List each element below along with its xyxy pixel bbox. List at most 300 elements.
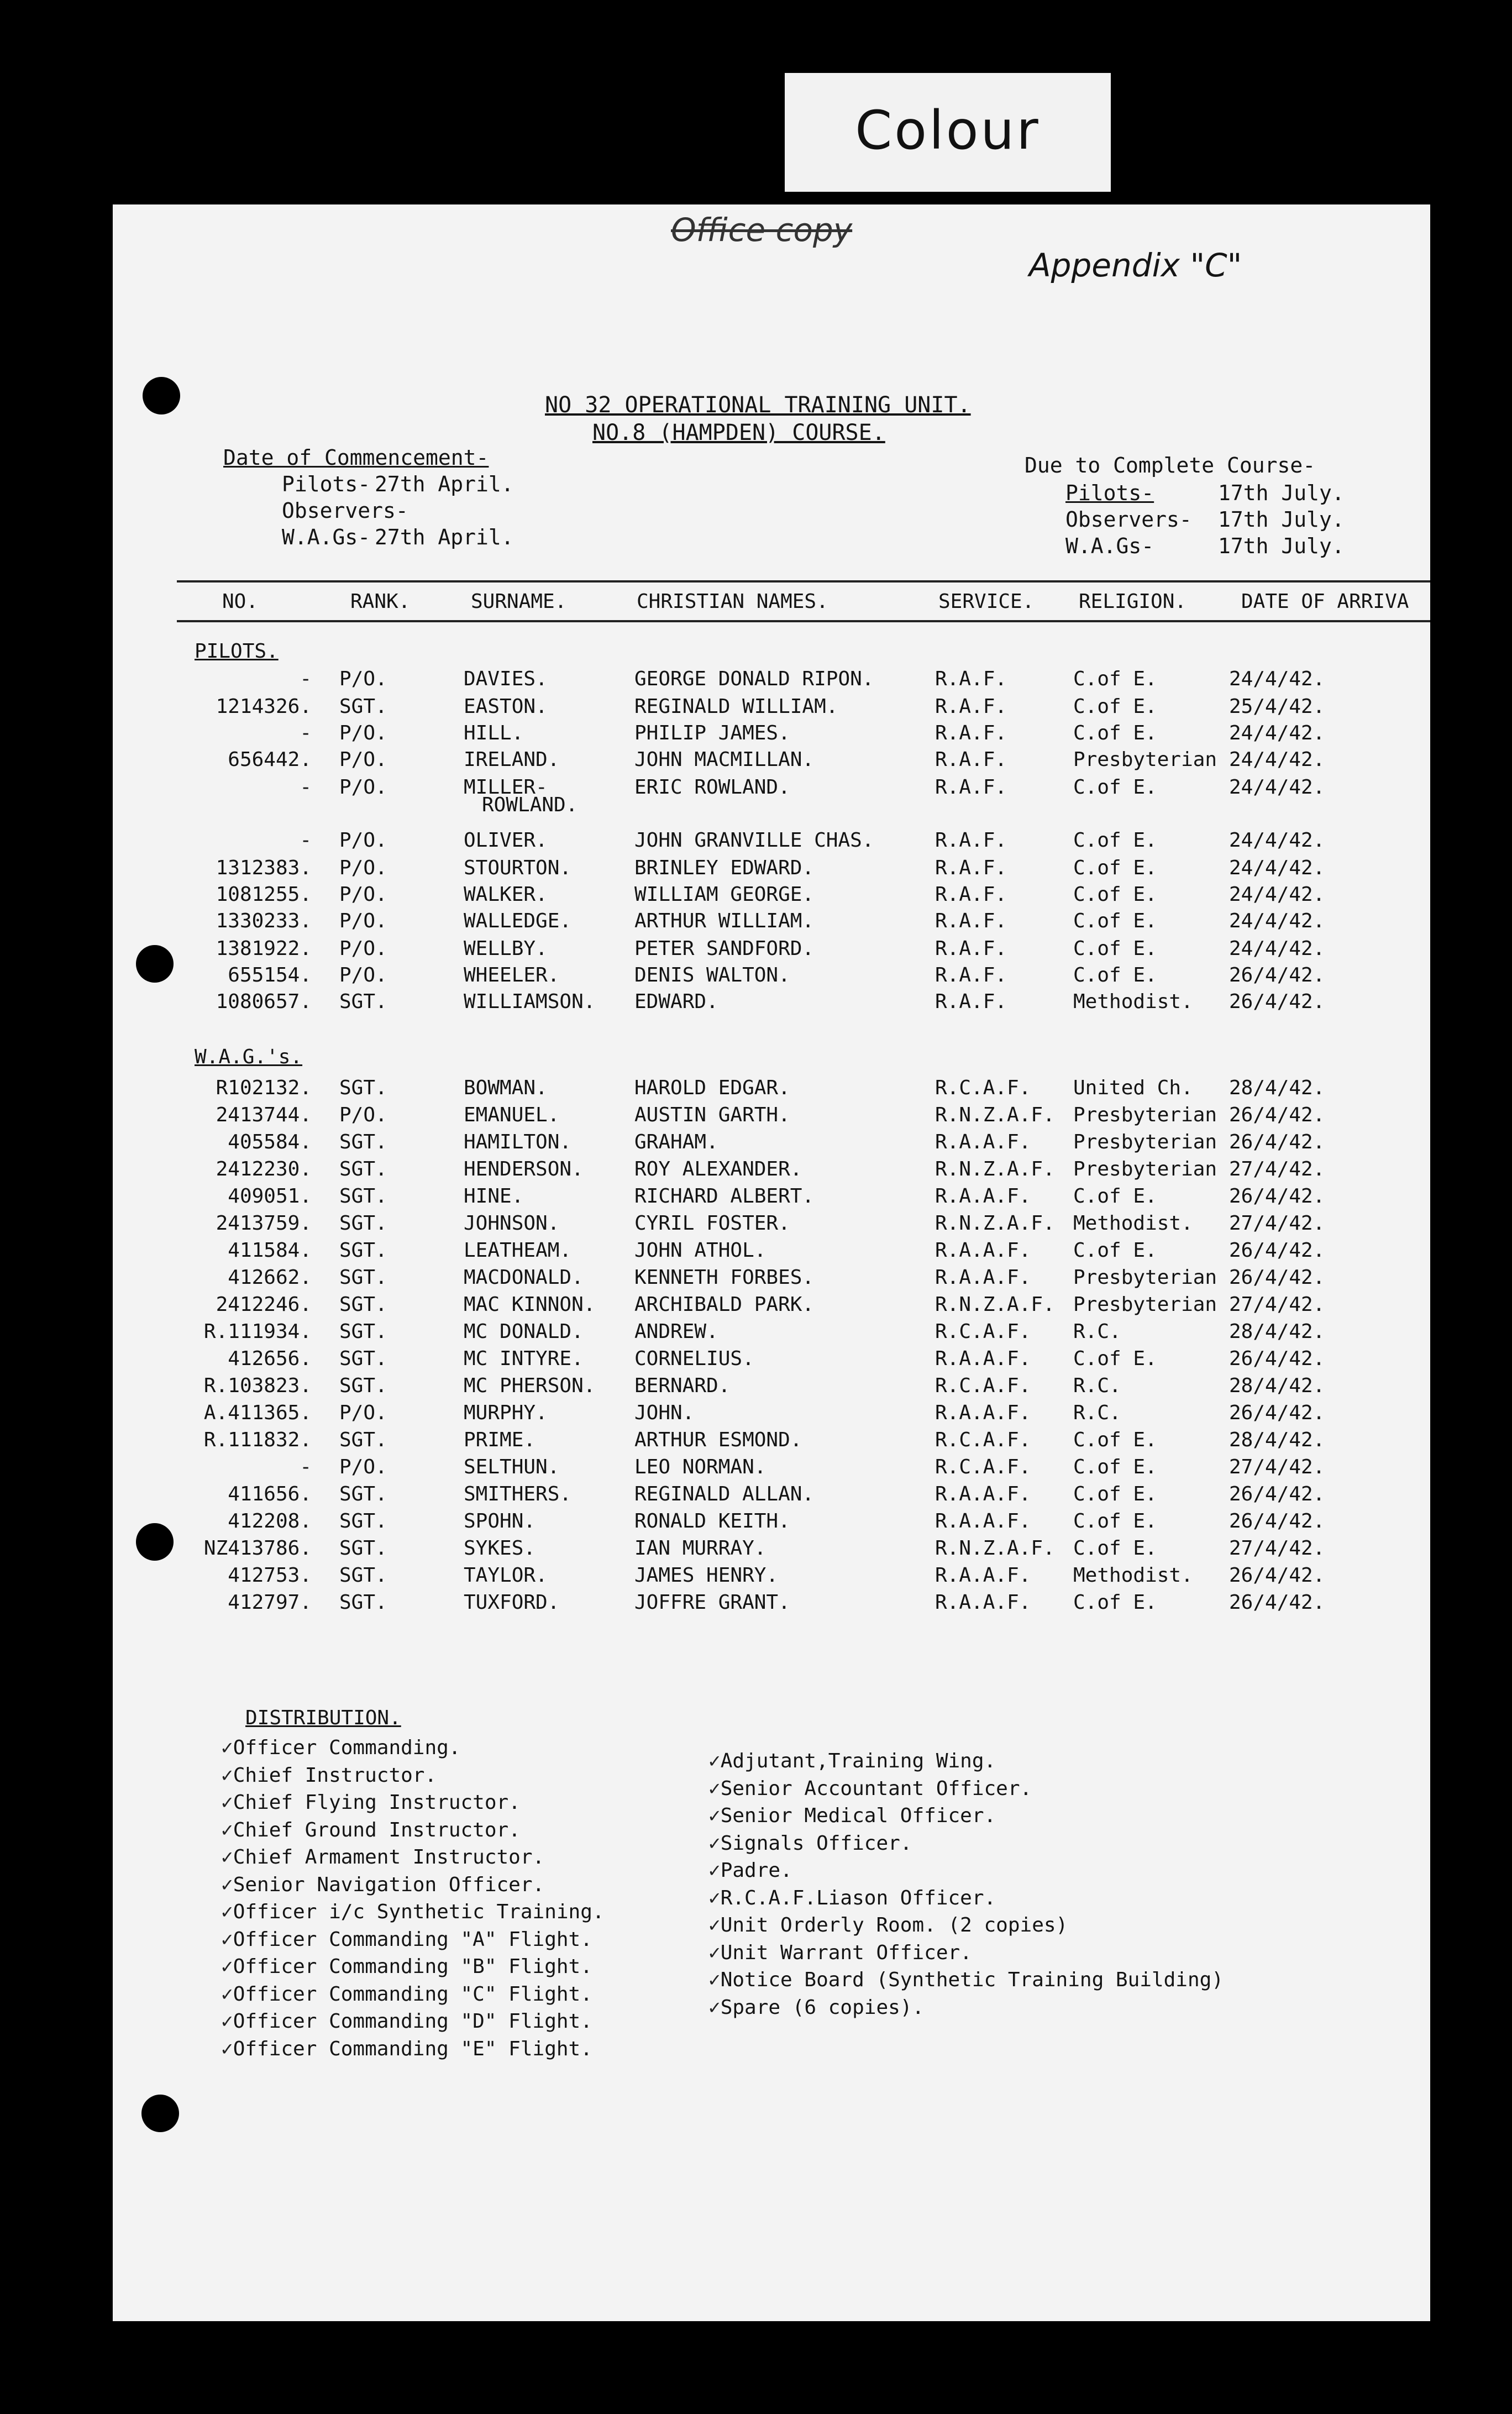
cell-date-of-arrival: 24/4/42. <box>1229 829 1325 852</box>
distribution-item <box>221 1955 592 1978</box>
table-row <box>113 1104 1430 1131</box>
cell-christian-names: KENNETH FORBES. <box>634 1266 815 1289</box>
cell-number: 1080657. <box>216 990 312 1013</box>
table-row <box>113 1077 1430 1104</box>
cell-religion: C.of E. <box>1073 722 1157 744</box>
cell-surname: MURPHY. <box>464 1402 548 1424</box>
completion-pilots-label: Pilots- <box>1065 481 1154 505</box>
col-header-rank: RANK. <box>350 590 411 613</box>
cell-service: R.C.A.F. <box>935 1429 1031 1451</box>
col-header-christian: CHRISTIAN NAMES. <box>637 590 828 613</box>
table-row <box>113 857 1430 884</box>
table-row <box>113 1374 1430 1402</box>
cell-service: R.A.F. <box>935 990 1007 1013</box>
distribution-item-label: Senior Medical Officer. <box>720 1804 996 1827</box>
check-mark-icon: ✓ <box>221 1955 233 1978</box>
table-row <box>113 1510 1430 1537</box>
cell-rank: SGT. <box>339 1266 387 1289</box>
cell-date-of-arrival: 24/4/42. <box>1229 668 1325 690</box>
cell-surname: HENDERSON. <box>464 1158 584 1180</box>
cell-religion: Presbyterian <box>1073 1104 1217 1126</box>
cell-religion: Presbyterian <box>1073 1293 1217 1316</box>
table-row <box>113 964 1430 991</box>
cell-service: R.N.Z.A.F. <box>935 1212 1055 1235</box>
distribution-item <box>221 2038 592 2060</box>
cell-christian-names: ROY ALEXANDER. <box>634 1158 802 1180</box>
completion-heading: Due to Complete Course- <box>1025 453 1316 477</box>
distribution-item <box>708 1750 996 1772</box>
distribution-heading: DISTRIBUTION. <box>245 1707 401 1729</box>
distribution-item <box>221 1874 544 1896</box>
document-page <box>113 204 1430 2321</box>
cell-surname: LEATHEAM. <box>464 1239 572 1262</box>
table-row <box>113 748 1430 776</box>
distribution-item-label: Officer Commanding "C" Flight. <box>233 1982 592 2006</box>
check-mark-icon: ✓ <box>708 1804 721 1827</box>
cell-service: R.N.Z.A.F. <box>935 1293 1055 1316</box>
office-copy-stamp: Office copy <box>671 211 853 249</box>
cell-surname: OLIVER. <box>464 829 548 852</box>
cell-number: 1214326. <box>216 695 312 718</box>
cell-religion: R.C. <box>1073 1374 1121 1397</box>
cell-rank: SGT. <box>339 1239 387 1262</box>
cell-surname: SYKES. <box>464 1537 536 1560</box>
cell-date-of-arrival: 24/4/42. <box>1229 937 1325 960</box>
cell-religion: C.of E. <box>1073 910 1157 932</box>
distribution-item <box>708 1887 996 1909</box>
section-pilots-heading: PILOTS. <box>195 640 279 663</box>
check-mark-icon: ✓ <box>708 1832 721 1855</box>
cell-service: R.A.F. <box>935 829 1007 852</box>
header-bottom-rule <box>177 620 1430 622</box>
cell-christian-names: PHILIP JAMES. <box>634 722 790 744</box>
cell-religion: C.of E. <box>1073 1185 1157 1208</box>
cell-religion: Presbyterian <box>1073 1158 1217 1180</box>
distribution-item <box>221 2010 592 2033</box>
cell-surname: EMANUEL. <box>464 1104 560 1126</box>
table-row <box>113 1564 1430 1592</box>
distribution-item <box>708 1914 1068 1937</box>
cell-religion: C.of E. <box>1073 1239 1157 1262</box>
cell-rank: SGT. <box>339 1483 387 1505</box>
check-mark-icon: ✓ <box>708 1750 721 1772</box>
cell-rank: SGT. <box>339 1131 387 1153</box>
check-mark-icon: ✓ <box>221 1791 233 1814</box>
cell-christian-names: JOFFRE GRANT. <box>634 1591 790 1614</box>
cell-number: 655154. <box>228 964 312 986</box>
cell-rank: P/O. <box>339 829 387 852</box>
cell-surname: WALKER. <box>464 883 548 906</box>
check-mark-icon: ✓ <box>221 1736 233 1759</box>
col-header-surname: SURNAME. <box>471 590 567 613</box>
cell-date-of-arrival: 28/4/42. <box>1229 1374 1325 1397</box>
cell-christian-names: HAROLD EDGAR. <box>634 1077 790 1099</box>
cell-date-of-arrival: 26/4/42. <box>1229 990 1325 1013</box>
table-row <box>113 1320 1430 1348</box>
cell-surname: MC INTYRE. <box>464 1347 584 1370</box>
distribution-item <box>221 1928 592 1951</box>
distribution-item-label: Officer Commanding "E" Flight. <box>233 2037 592 2060</box>
cell-christian-names: ERIC ROWLAND. <box>634 776 790 799</box>
completion-pilots-value: 17th July. <box>1218 481 1345 505</box>
distribution-item-label: Officer Commanding "A" Flight. <box>233 1928 592 1951</box>
cell-christian-names: LEO NORMAN. <box>634 1456 767 1478</box>
cell-date-of-arrival: 24/4/42. <box>1229 883 1325 906</box>
cell-religion: C.of E. <box>1073 937 1157 960</box>
header-top-rule <box>177 580 1430 582</box>
distribution-item <box>221 1819 521 1841</box>
cell-number: R102132. <box>216 1077 312 1099</box>
cell-number: NZ413786. <box>203 1537 312 1560</box>
cell-rank: P/O. <box>339 668 387 690</box>
cell-number: 412797. <box>228 1591 312 1614</box>
table-row <box>113 668 1430 695</box>
distribution-item <box>221 1764 437 1787</box>
cell-surname: HAMILTON. <box>464 1131 572 1153</box>
distribution-item-label: Chief Flying Instructor. <box>233 1791 521 1814</box>
cell-rank: SGT. <box>339 1374 387 1397</box>
distribution-item-label: Padre. <box>720 1859 792 1882</box>
cell-christian-names: RICHARD ALBERT. <box>634 1185 815 1208</box>
cell-christian-names: JOHN MACMILLAN. <box>634 748 815 771</box>
section-wags-heading: W.A.G.'s. <box>195 1046 303 1068</box>
cell-religion: C.of E. <box>1073 857 1157 879</box>
appendix-label: Appendix "C" <box>1029 246 1242 284</box>
check-mark-icon: ✓ <box>708 1914 721 1937</box>
table-row <box>113 695 1430 723</box>
completion-observers-value: 17th July. <box>1218 507 1345 532</box>
cell-christian-names: JOHN. <box>634 1402 695 1424</box>
cell-date-of-arrival: 24/4/42. <box>1229 857 1325 879</box>
cell-service: R.A.F. <box>935 857 1007 879</box>
cell-date-of-arrival: 26/4/42. <box>1229 964 1325 986</box>
cell-service: R.A.F. <box>935 695 1007 718</box>
cell-date-of-arrival: 24/4/42. <box>1229 776 1325 799</box>
cell-surname: WHEELER. <box>464 964 560 986</box>
distribution-item <box>708 1804 996 1827</box>
cell-rank: P/O. <box>339 883 387 906</box>
cell-rank: P/O. <box>339 722 387 744</box>
cell-rank: P/O. <box>339 776 387 799</box>
distribution-item-label: Adjutant,Training Wing. <box>720 1750 996 1772</box>
table-row <box>113 1537 1430 1565</box>
cell-service: R.A.A.F. <box>935 1483 1031 1505</box>
cell-number: 2412246. <box>216 1293 312 1316</box>
check-mark-icon: ✓ <box>221 1818 233 1841</box>
distribution-item-label: Officer Commanding. <box>233 1736 461 1759</box>
cell-christian-names: PETER SANDFORD. <box>634 937 815 960</box>
cell-christian-names: GRAHAM. <box>634 1131 718 1153</box>
cell-date-of-arrival: 26/4/42. <box>1229 1402 1325 1424</box>
table-row <box>113 1293 1430 1321</box>
cell-number: - <box>300 776 312 799</box>
cell-date-of-arrival: 26/4/42. <box>1229 1104 1325 1126</box>
table-row <box>113 1212 1430 1240</box>
cell-service: R.A.A.F. <box>935 1239 1031 1262</box>
table-row <box>113 1429 1430 1456</box>
cell-rank: P/O. <box>339 937 387 960</box>
check-mark-icon: ✓ <box>221 1928 233 1951</box>
cell-christian-names: WILLIAM GEORGE. <box>634 883 815 906</box>
cell-rank: SGT. <box>339 990 387 1013</box>
cell-surname: WILLIAMSON. <box>464 990 596 1013</box>
punch-hole-1 <box>143 377 180 414</box>
cell-religion: Presbyterian <box>1073 748 1217 771</box>
table-row <box>113 937 1430 965</box>
table-row <box>113 1266 1430 1294</box>
cell-rank: SGT. <box>339 1212 387 1235</box>
cell-rank: P/O. <box>339 964 387 986</box>
commencement-pilots-label: Pilots- <box>282 472 371 496</box>
distribution-item <box>708 1969 1224 1991</box>
cell-number: 412656. <box>228 1347 312 1370</box>
cell-rank: P/O. <box>339 910 387 932</box>
cell-number: 412753. <box>228 1564 312 1587</box>
cell-christian-names: ARCHIBALD PARK. <box>634 1293 815 1316</box>
check-mark-icon: ✓ <box>221 1901 233 1923</box>
cell-christian-names: JOHN GRANVILLE CHAS. <box>634 829 874 852</box>
cell-rank: P/O. <box>339 1456 387 1478</box>
cell-date-of-arrival: 26/4/42. <box>1229 1266 1325 1289</box>
cell-religion: C.of E. <box>1073 883 1157 906</box>
cell-number: 411656. <box>228 1483 312 1505</box>
table-row <box>113 1131 1430 1158</box>
cell-religion: C.of E. <box>1073 1510 1157 1533</box>
cell-number: - <box>300 722 312 744</box>
cell-rank: SGT. <box>339 1537 387 1560</box>
cell-service: R.A.A.F. <box>935 1185 1031 1208</box>
cell-number: A.411365. <box>203 1402 312 1424</box>
table-row <box>113 776 1430 816</box>
distribution-item <box>221 1983 592 2006</box>
distribution-item <box>221 1901 605 1923</box>
cell-rank: SGT. <box>339 1347 387 1370</box>
cell-religion: United Ch. <box>1073 1077 1193 1099</box>
cell-date-of-arrival: 26/4/42. <box>1229 1185 1325 1208</box>
cell-religion: C.of E. <box>1073 1347 1157 1370</box>
distribution-item-label: Unit Orderly Room. (2 copies) <box>720 1914 1068 1937</box>
check-mark-icon: ✓ <box>221 1846 233 1869</box>
colour-label-card <box>785 73 1111 192</box>
distribution-item <box>221 1736 461 1759</box>
table-row <box>113 990 1430 1018</box>
cell-surname-continued: ROWLAND. <box>482 794 578 816</box>
check-mark-icon: ✓ <box>708 1777 721 1800</box>
cell-number: R.111934. <box>203 1320 312 1343</box>
cell-surname: DAVIES. <box>464 668 548 690</box>
cell-rank: P/O. <box>339 748 387 771</box>
cell-christian-names: REGINALD WILLIAM. <box>634 695 838 718</box>
commencement-pilots-value: 27th April. <box>375 472 514 496</box>
cell-service: R.N.Z.A.F. <box>935 1158 1055 1180</box>
cell-christian-names: ANDREW. <box>634 1320 718 1343</box>
cell-surname: HINE. <box>464 1185 524 1208</box>
cell-number: 1381922. <box>216 937 312 960</box>
cell-religion: C.of E. <box>1073 1483 1157 1505</box>
check-mark-icon: ✓ <box>221 1873 233 1896</box>
check-mark-icon: ✓ <box>221 1982 233 2006</box>
table-row <box>113 883 1430 911</box>
cell-date-of-arrival: 24/4/42. <box>1229 910 1325 932</box>
cell-service: R.A.F. <box>935 748 1007 771</box>
cell-date-of-arrival: 26/4/42. <box>1229 1564 1325 1587</box>
cell-number: - <box>300 829 312 852</box>
cell-christian-names: CYRIL FOSTER. <box>634 1212 790 1235</box>
distribution-item <box>708 1859 792 1882</box>
check-mark-icon: ✓ <box>708 1996 721 2019</box>
cell-surname: SPOHN. <box>464 1510 536 1533</box>
cell-christian-names: ARTHUR ESMOND. <box>634 1429 802 1451</box>
cell-religion: Presbyterian <box>1073 1266 1217 1289</box>
distribution-item-label: Signals Officer. <box>720 1832 912 1855</box>
cell-rank: SGT. <box>339 1077 387 1099</box>
cell-service: R.A.A.F. <box>935 1266 1031 1289</box>
cell-christian-names: JAMES HENRY. <box>634 1564 779 1587</box>
cell-religion: C.of E. <box>1073 1537 1157 1560</box>
check-mark-icon: ✓ <box>708 1969 721 1991</box>
cell-surname: MC PHERSON. <box>464 1374 596 1397</box>
cell-surname: IRELAND. <box>464 748 560 771</box>
completion-wags-label: W.A.Gs- <box>1065 534 1154 558</box>
cell-religion: R.C. <box>1073 1320 1121 1343</box>
cell-rank: SGT. <box>339 695 387 718</box>
cell-service: R.A.F. <box>935 668 1007 690</box>
cell-surname: MAC KINNON. <box>464 1293 596 1316</box>
distribution-item-label: Chief Armament Instructor. <box>233 1846 545 1869</box>
punch-hole-3 <box>136 1523 174 1561</box>
cell-christian-names: EDWARD. <box>634 990 718 1013</box>
cell-religion: Methodist. <box>1073 1212 1193 1235</box>
cell-religion: Methodist. <box>1073 1564 1193 1587</box>
cell-date-of-arrival: 24/4/42. <box>1229 748 1325 771</box>
cell-surname: TAYLOR. <box>464 1564 548 1587</box>
table-row <box>113 1185 1430 1213</box>
cell-christian-names: RONALD KEITH. <box>634 1510 790 1533</box>
commencement-wags-label: W.A.Gs- <box>282 525 371 549</box>
table-row <box>113 1402 1430 1429</box>
cell-service: R.A.F. <box>935 722 1007 744</box>
distribution-item-label: Senior Navigation Officer. <box>233 1873 545 1896</box>
cell-christian-names: BRINLEY EDWARD. <box>634 857 815 879</box>
cell-date-of-arrival: 26/4/42. <box>1229 1483 1325 1505</box>
cell-number: 1312383. <box>216 857 312 879</box>
cell-date-of-arrival: 26/4/42. <box>1229 1347 1325 1370</box>
cell-date-of-arrival: 26/4/42. <box>1229 1510 1325 1533</box>
check-mark-icon: ✓ <box>708 1941 721 1964</box>
cell-date-of-arrival: 26/4/42. <box>1229 1131 1325 1153</box>
cell-surname: MILLER- <box>464 776 548 799</box>
cell-date-of-arrival: 27/4/42. <box>1229 1212 1325 1235</box>
check-mark-icon: ✓ <box>221 1764 233 1787</box>
distribution-item-label: Officer Commanding "B" Flight. <box>233 1955 592 1978</box>
colour-label-text: Colour <box>855 99 1041 161</box>
completion-observers-label: Observers- <box>1065 507 1192 532</box>
cell-religion: C.of E. <box>1073 1591 1157 1614</box>
table-row <box>113 1158 1430 1185</box>
cell-number: R.111832. <box>203 1429 312 1451</box>
cell-surname: MACDONALD. <box>464 1266 584 1289</box>
cell-number: 656442. <box>228 748 312 771</box>
cell-christian-names: AUSTIN GARTH. <box>634 1104 790 1126</box>
cell-surname: SELTHUN. <box>464 1456 560 1478</box>
table-row <box>113 1591 1430 1619</box>
unit-title: NO 32 OPERATIONAL TRAINING UNIT. <box>545 392 971 418</box>
cell-christian-names: JOHN ATHOL. <box>634 1239 767 1262</box>
cell-number: 411584. <box>228 1239 312 1262</box>
cell-surname: STOURTON. <box>464 857 572 879</box>
cell-number: 405584. <box>228 1131 312 1153</box>
cell-date-of-arrival: 24/4/42. <box>1229 722 1325 744</box>
distribution-item <box>708 1996 924 2019</box>
check-mark-icon: ✓ <box>221 2010 233 2033</box>
distribution-item <box>708 1832 912 1855</box>
cell-rank: SGT. <box>339 1158 387 1180</box>
cell-christian-names: REGINALD ALLAN. <box>634 1483 815 1505</box>
cell-rank: P/O. <box>339 1402 387 1424</box>
distribution-item-label: Chief Ground Instructor. <box>233 1818 521 1841</box>
check-mark-icon: ✓ <box>708 1886 721 1909</box>
cell-religion: C.of E. <box>1073 964 1157 986</box>
cell-rank: SGT. <box>339 1320 387 1343</box>
distribution-item <box>221 1791 521 1814</box>
distribution-item-label: Unit Warrant Officer. <box>720 1941 972 1964</box>
distribution-item-label: Officer i/c Synthetic Training. <box>233 1901 605 1923</box>
cell-service: R.A.F. <box>935 964 1007 986</box>
distribution-item-label: Senior Accountant Officer. <box>720 1777 1032 1800</box>
cell-number: - <box>300 668 312 690</box>
cell-number: 412662. <box>228 1266 312 1289</box>
commencement-heading: Date of Commencement- <box>223 445 489 470</box>
cell-surname: BOWMAN. <box>464 1077 548 1099</box>
distribution-item-label: Chief Instructor. <box>233 1764 437 1787</box>
cell-number: - <box>300 1456 312 1478</box>
cell-christian-names: DENIS WALTON. <box>634 964 790 986</box>
distribution-item <box>221 1846 544 1869</box>
cell-number: 412208. <box>228 1510 312 1533</box>
cell-number: 1330233. <box>216 910 312 932</box>
check-mark-icon: ✓ <box>708 1859 721 1882</box>
cell-service: R.A.A.F. <box>935 1402 1031 1424</box>
distribution-item <box>708 1777 1032 1800</box>
table-row <box>113 910 1430 937</box>
cell-surname: WELLBY. <box>464 937 548 960</box>
cell-service: R.C.A.F. <box>935 1456 1031 1478</box>
cell-rank: SGT. <box>339 1591 387 1614</box>
distribution-item-label: Notice Board (Synthetic Training Building) <box>720 1969 1224 1991</box>
check-mark-icon: ✓ <box>221 2037 233 2060</box>
cell-religion: C.of E. <box>1073 695 1157 718</box>
cell-surname: HILL. <box>464 722 524 744</box>
cell-service: R.A.A.F. <box>935 1564 1031 1587</box>
commencement-wags-value: 27th April. <box>375 525 514 549</box>
cell-number: 1081255. <box>216 883 312 906</box>
cell-date-of-arrival: 25/4/42. <box>1229 695 1325 718</box>
cell-number: 409051. <box>228 1185 312 1208</box>
cell-date-of-arrival: 28/4/42. <box>1229 1429 1325 1451</box>
cell-number: R.103823. <box>203 1374 312 1397</box>
cell-religion: C.of E. <box>1073 668 1157 690</box>
cell-rank: SGT. <box>339 1564 387 1587</box>
cell-date-of-arrival: 28/4/42. <box>1229 1077 1325 1099</box>
col-header-date: DATE OF ARRIVA <box>1241 590 1409 613</box>
cell-date-of-arrival: 27/4/42. <box>1229 1456 1325 1478</box>
table-row <box>113 722 1430 749</box>
cell-service: R.A.A.F. <box>935 1131 1031 1153</box>
cell-surname: MC DONALD. <box>464 1320 584 1343</box>
cell-surname: JOHNSON. <box>464 1212 560 1235</box>
table-row <box>113 1483 1430 1510</box>
cell-number: 2412230. <box>216 1158 312 1180</box>
